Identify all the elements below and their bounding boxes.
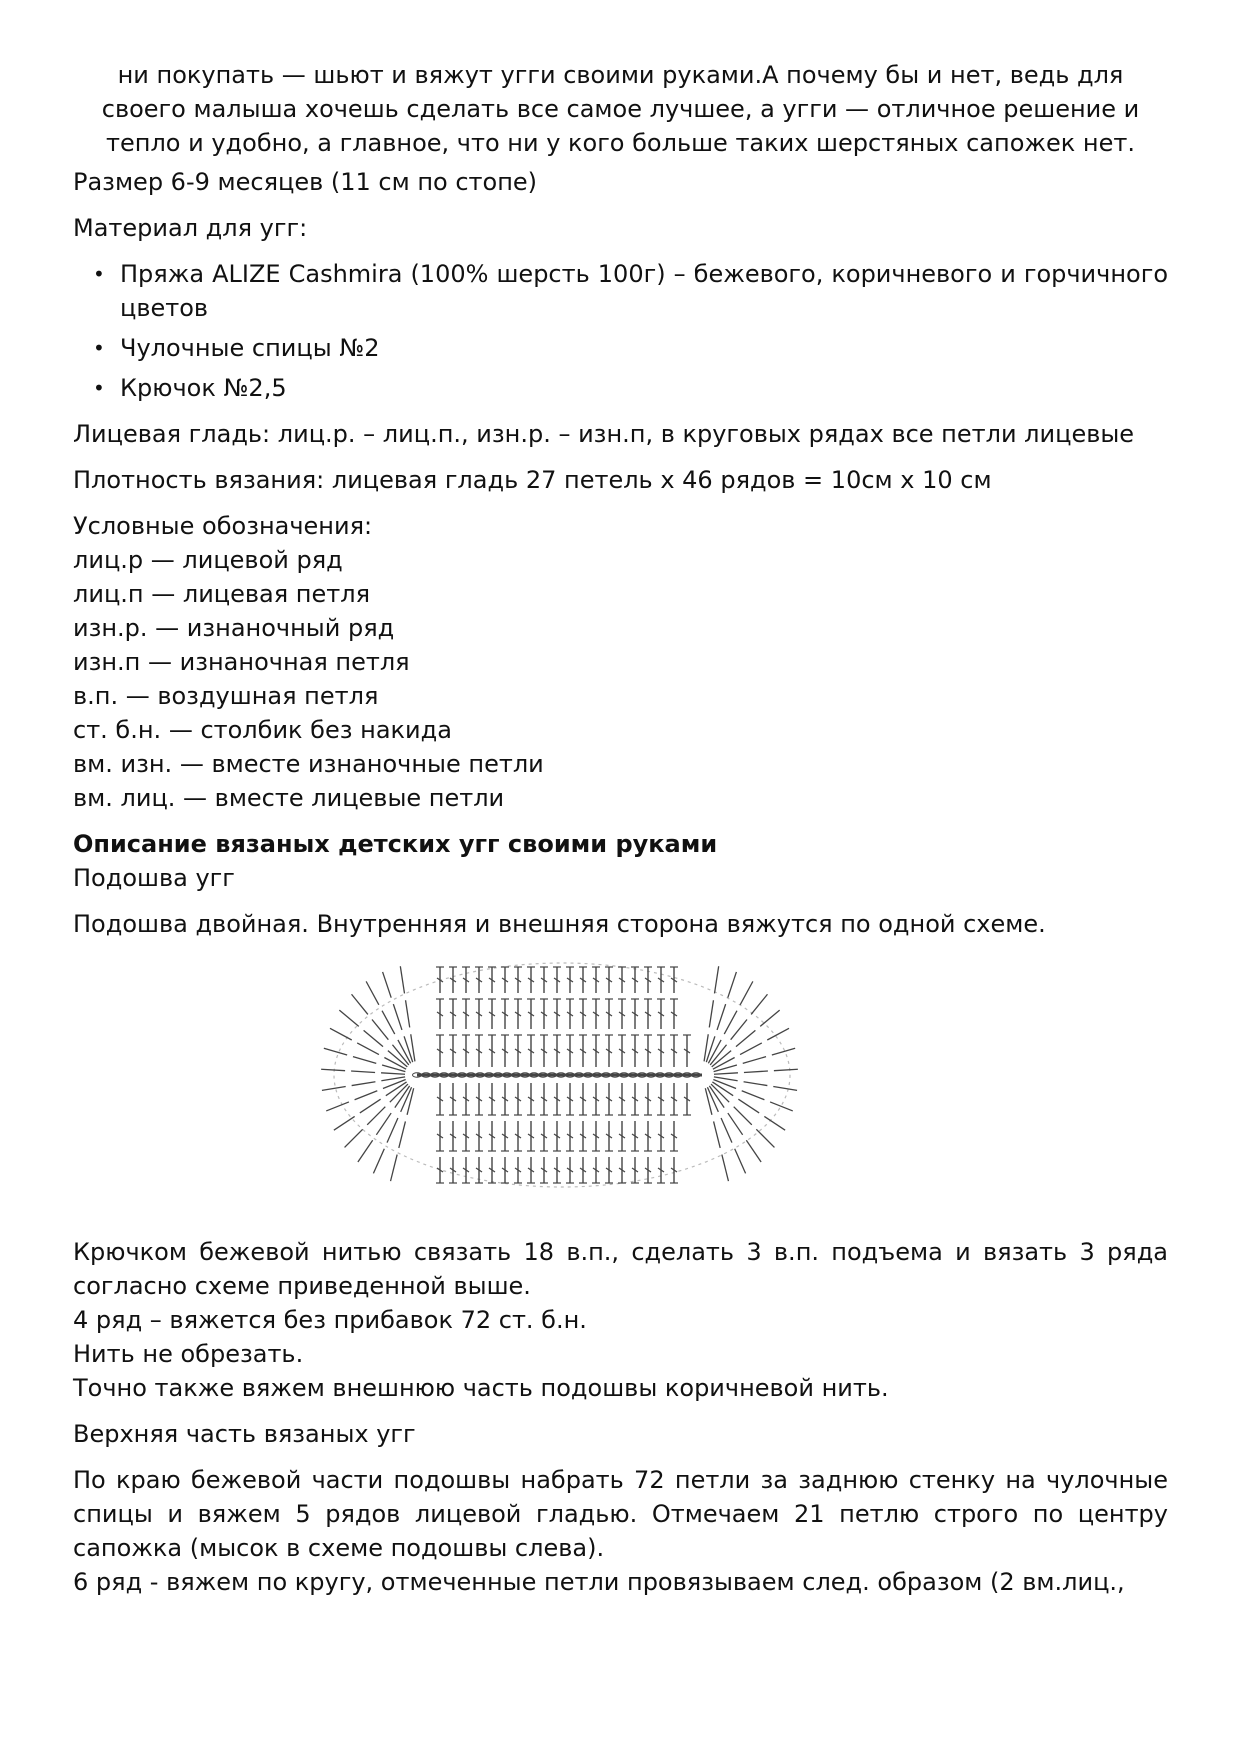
fan-stitch-mark (721, 1118, 732, 1143)
step-line: 4 ряд – вяжется без прибавок 72 ст. б.н. (73, 1306, 587, 1334)
fan-stitch-mark (358, 1140, 373, 1162)
fan-stitch-mark (734, 1107, 752, 1125)
fan-stitch-mark (352, 994, 368, 1014)
fan-stitch-mark (740, 981, 753, 1004)
fan-stitch-mark (738, 1099, 759, 1113)
step-line: Крючком бежевой нитью связать 18 в.п., сделать 3 в.п. подъема и вязать 3 ряда согласно схеме приведенной выше. (73, 1238, 1168, 1300)
legend-item: лиц.п — лицевая петля (73, 580, 371, 608)
upper-steps (73, 1463, 1168, 1599)
fan-stitch-mark (717, 1004, 726, 1030)
sole-text: Подошва двойная. Внутренняя и внешняя сторона вяжутся по одной схеме. (73, 910, 1046, 938)
sole-steps (73, 1235, 1168, 1405)
legend-title: Условные обозначения: (73, 512, 373, 540)
upper-title: Верхняя часть вязаных угг (73, 1420, 416, 1448)
sole-diagram (73, 953, 1168, 1223)
fan-stitch-mark (360, 1099, 381, 1113)
fan-stitch-mark (381, 1073, 405, 1074)
fan-stitch-mark (773, 1087, 797, 1091)
fan-stitch-mark (764, 1116, 785, 1130)
fan-stitch-mark (767, 1028, 789, 1040)
intro-paragraph (73, 58, 1168, 160)
density-info: Плотность вязания: лицевая гладь 27 петель х 46 рядов = 10см х 10 см (73, 466, 992, 494)
intro-line: своего малыша хочешь сделать все самое лучшее, а угги — отличное решение и (101, 95, 1140, 123)
legend-item: в.п. — воздушная петля (73, 682, 379, 710)
fan-stitch-mark (743, 1057, 766, 1064)
fan-stitch-mark (770, 1102, 793, 1111)
legend-item: изн.р. — изнаночный ряд (73, 614, 395, 642)
fan-stitch-mark (744, 1071, 768, 1072)
fan-stitch-mark (756, 1129, 774, 1147)
legend-item: вм. изн. — вместе изнаночные петли (73, 750, 544, 778)
legend-block (73, 509, 1168, 815)
fan-stitch-mark (373, 1149, 384, 1174)
fan-stitch-mark (387, 1118, 398, 1143)
fan-stitch-mark (714, 1065, 737, 1072)
fan-stitch-mark (400, 966, 404, 993)
fan-stitch-mark (352, 1082, 376, 1086)
legend-item: вм. лиц. — вместе лицевые петли (73, 784, 505, 812)
crochet-sole-chart (307, 953, 827, 1213)
section-heading: Описание вязаных детских угг своими руками (73, 830, 718, 858)
fan-stitch-mark (746, 1140, 761, 1162)
fan-stitch-mark (382, 1011, 395, 1034)
fan-stitch-mark (381, 1077, 405, 1081)
stitch-info: Лицевая гладь: лиц.р. – лиц.п., изн.р. – изн.п, в круговых рядах все петли лицевые (73, 420, 1135, 448)
fan-stitch-mark (728, 1113, 743, 1135)
fan-stitch-mark (339, 1010, 358, 1026)
legend-item: изн.п — изнаночная петля (73, 648, 410, 676)
materials-list (73, 257, 1168, 405)
fan-stitch-mark (364, 1030, 383, 1046)
fan-stitch-mark (351, 1071, 375, 1072)
step-line: Нить не обрезать. (73, 1340, 304, 1368)
list-item: • Чулочные спицы №2 (120, 331, 1168, 365)
fan-stitch-mark (744, 1082, 768, 1086)
intro-line: ни покупать — шьют и вяжут угги своими руками.А почему бы и нет, ведь для (117, 61, 1124, 89)
fan-stitch-mark (376, 1113, 391, 1135)
fan-stitch-mark (330, 1028, 352, 1040)
fan-stitch-mark (714, 1077, 738, 1081)
fan-stitch-mark (399, 1121, 406, 1148)
fan-stitch-mark (334, 1116, 355, 1130)
fan-stitch-mark (382, 1065, 405, 1072)
fan-stitch-mark (740, 1043, 762, 1055)
fan-stitch-mark (393, 1004, 402, 1030)
size-info: Размер 6-9 месяцев (11 см по стопе) (73, 168, 538, 196)
fan-stitch-mark (736, 1030, 755, 1046)
list-item: • Пряжа ALIZE Cashmira (100% шерсть 100г) – бежевого, коричневого и горчичного цветов (120, 257, 1168, 325)
legend-item: ст. б.н. — столбик без накида (73, 716, 452, 744)
fan-stitch-mark (735, 1149, 746, 1174)
intro-line: тепло и удобно, а главное, что ни у кого больше таких шерстяных сапожек нет. (106, 129, 1135, 157)
fan-stitch-mark (709, 1000, 713, 1027)
fan-stitch-mark (383, 1079, 406, 1088)
step-line: 6 ряд - вяжем по кругу, отмеченные петли провязываем след. образом (2 вм.лиц., (73, 1568, 1125, 1596)
fan-stitch-mark (714, 1121, 721, 1148)
fan-stitch-mark (724, 1011, 737, 1034)
fan-stitch-mark (715, 966, 719, 993)
fan-stitch-mark (760, 1010, 779, 1026)
fan-stitch-mark (705, 1088, 712, 1115)
list-item: • Крючок №2,5 (120, 371, 1168, 405)
fan-stitch-mark (722, 1155, 729, 1182)
fan-stitch-mark (391, 1155, 398, 1182)
fan-stitch-mark (742, 1091, 765, 1100)
fan-stitch-mark (731, 1019, 747, 1039)
fan-stitch-mark (357, 1043, 379, 1055)
sole-title: Подошва угг (73, 864, 235, 892)
fan-stitch-mark (751, 994, 767, 1014)
fan-stitch-mark (366, 981, 379, 1004)
fan-stitch-mark (321, 1069, 345, 1070)
materials-title: Материал для угг: (73, 214, 308, 242)
fan-stitch-mark (383, 972, 392, 998)
fan-stitch-mark (322, 1087, 346, 1091)
fan-stitch-mark (774, 1069, 798, 1070)
step-line: По краю бежевой части подошвы набрать 72 петли за заднюю стенку на чулочные спицы и вяжем 5 рядов лицевой гладью. Отмечаем 21 петлю строго по центру сапожка (мысок в схеме подошвы слева). (73, 1466, 1168, 1562)
fan-stitch-mark (728, 972, 737, 998)
fan-stitch-mark (367, 1107, 385, 1125)
step-line: Точно также вяжем внешнюю часть подошвы коричневой нить. (73, 1374, 889, 1402)
fan-stitch-mark (714, 1073, 738, 1074)
fan-stitch-mark (406, 1000, 410, 1027)
fan-stitch-mark (713, 1079, 736, 1088)
legend-item: лиц.р — лицевой ряд (73, 546, 343, 574)
fan-stitch-mark (345, 1129, 363, 1147)
document-page (73, 58, 1168, 1611)
fan-stitch-mark (407, 1088, 414, 1115)
fan-stitch-mark (355, 1091, 378, 1100)
fan-stitch-mark (353, 1057, 376, 1064)
fan-stitch-mark (372, 1019, 388, 1039)
fan-stitch-mark (324, 1048, 347, 1055)
